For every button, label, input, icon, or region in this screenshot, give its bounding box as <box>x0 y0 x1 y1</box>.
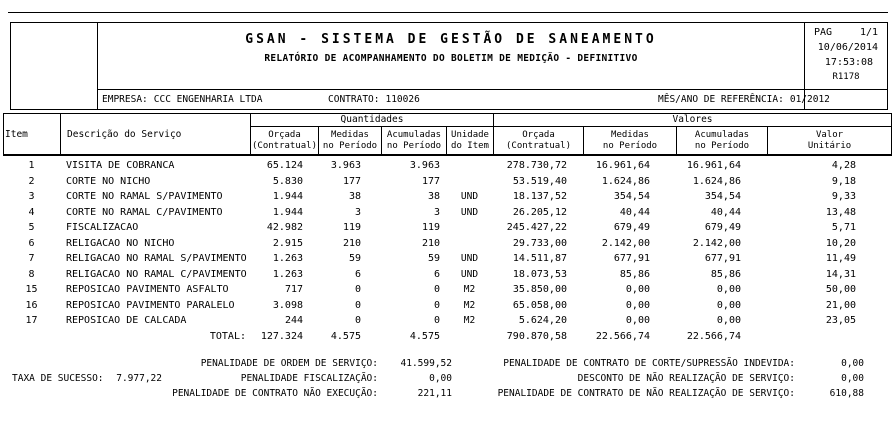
penalty-label: DESCONTO DE NÃO REALIZAÇÃO DE SERVIÇO: <box>577 373 795 384</box>
penalty-value: 0,00 <box>841 358 864 369</box>
cell-qtd-acumuladas: 0 <box>433 284 440 295</box>
cell-qtd-medidas: 0 <box>354 299 361 311</box>
cell-valor-unitario: 14,31 <box>825 268 856 280</box>
cell-val-medidas: 0,00 <box>625 315 650 326</box>
penalty-value: 610,88 <box>829 388 864 399</box>
cell-item: 7 <box>28 253 35 264</box>
cell-unidade: UND <box>460 253 479 264</box>
cell-valor-unitario: 23,05 <box>825 315 856 326</box>
cell-item: 5 <box>28 222 35 233</box>
cell-qtd-acumuladas: 210 <box>421 237 440 249</box>
cell-unidade: UND <box>460 268 479 280</box>
cell-item: 1 <box>28 160 35 171</box>
group-header-valores: Valores <box>494 114 891 127</box>
cell-descricao: FISCALIZACAO <box>66 222 139 233</box>
taxa-de-sucesso <box>12 371 162 386</box>
cell-qtd-medidas: 119 <box>342 222 361 233</box>
report-code: R1178 <box>832 72 860 82</box>
report-title: GSAN - SISTEMA DE GESTÃO DE SANEAMENTO <box>245 32 657 47</box>
cell-descricao: RELIGACAO NO RAMAL C/PAVIMENTO <box>66 268 247 280</box>
cell-val-acumuladas: 1.624,86 <box>692 175 741 187</box>
cell-qtd-orcada: 2.915 <box>272 237 303 249</box>
col-header-qtd-medidas: Medidas no Período <box>319 127 382 154</box>
cell-qtd-orcada: 5.830 <box>272 175 303 187</box>
total-qtd-acumuladas: 4.575 <box>409 330 440 342</box>
group-header-quantidades: Quantidades <box>251 114 494 127</box>
cell-val-acumuladas: 2.142,00 <box>692 237 741 249</box>
penalty-label: PENALIDADE DE ORDEM DE SERVIÇO: <box>200 358 378 369</box>
cell-val-medidas: 0,00 <box>625 299 650 311</box>
penalties-middle <box>160 356 452 401</box>
cell-val-medidas: 16.961,64 <box>595 160 650 171</box>
cell-item: 2 <box>28 175 35 187</box>
cell-val-orcada: 18.073,53 <box>512 268 567 280</box>
cell-qtd-acumuladas: 177 <box>421 175 440 187</box>
penalty-label: PENALIDADE FISCALIZAÇÃO: <box>240 373 378 384</box>
contrato-label: CONTRATO: <box>328 94 380 105</box>
cell-val-medidas: 40,44 <box>619 206 650 218</box>
penalty-line <box>160 356 452 371</box>
penalty-label: PENALIDADE DE CONTRATO DE NÃO REALIZAÇÃO DE SERVIÇO: <box>497 388 795 399</box>
cell-qtd-orcada: 42.982 <box>266 222 303 233</box>
cell-valor-unitario: 50,00 <box>825 284 856 295</box>
cell-item: 4 <box>28 206 35 218</box>
col-header-item: Item <box>4 114 61 154</box>
cell-qtd-orcada: 3.098 <box>272 299 303 311</box>
total-val-orcada: 790.870,58 <box>506 330 567 342</box>
cell-qtd-medidas: 177 <box>342 175 361 187</box>
cell-val-medidas: 85,86 <box>619 268 650 280</box>
cell-qtd-acumuladas: 3 <box>433 206 440 218</box>
cell-item: 3 <box>28 191 35 202</box>
cell-descricao: VISITA DE COBRANCA <box>66 160 175 171</box>
cell-valor-unitario: 5,71 <box>831 222 856 233</box>
cell-val-orcada: 26.205,12 <box>512 206 567 218</box>
total-qtd-medidas: 4.575 <box>330 330 361 342</box>
cell-unidade: UND <box>460 191 479 202</box>
cell-descricao: RELIGACAO NO NICHO <box>66 237 175 249</box>
cell-item: 17 <box>25 315 38 326</box>
penalty-line <box>490 386 864 401</box>
cell-valor-unitario: 10,20 <box>825 237 856 249</box>
cell-val-medidas: 1.624,86 <box>601 175 650 187</box>
cell-descricao: RELIGACAO NO RAMAL S/PAVIMENTO <box>66 253 247 264</box>
cell-qtd-acumuladas: 0 <box>433 299 440 311</box>
cell-item: 16 <box>25 299 38 311</box>
cell-val-acumuladas: 85,86 <box>710 268 741 280</box>
pag-value: 1/1 <box>859 27 878 38</box>
col-header-descricao: Descrição do Serviço <box>61 114 251 154</box>
cell-unidade: UND <box>460 206 479 218</box>
cell-val-acumuladas: 354,54 <box>704 191 741 202</box>
penalty-line <box>160 386 452 401</box>
penalty-line <box>160 371 452 386</box>
col-header-qtd-acumuladas: Acumuladas no Período <box>382 127 447 154</box>
cell-val-orcada: 245.427,22 <box>506 222 567 233</box>
cell-qtd-orcada: 65.124 <box>266 160 303 171</box>
cell-valor-unitario: 21,00 <box>825 299 856 311</box>
cell-qtd-orcada: 1.944 <box>272 206 303 218</box>
cell-qtd-acumuladas: 3.963 <box>409 160 440 171</box>
col-header-val-medidas: Medidas no Período <box>584 127 677 154</box>
penalty-value: 221,11 <box>417 388 452 399</box>
cell-val-acumuladas: 0,00 <box>716 299 741 311</box>
referencia-value: 01/2012 <box>789 94 830 105</box>
cell-qtd-medidas: 3.963 <box>330 160 361 171</box>
taxa-label: TAXA DE SUCESSO: <box>12 373 104 384</box>
cell-qtd-acumuladas: 6 <box>433 268 440 280</box>
pag-label: PAG <box>814 27 833 38</box>
cell-val-acumuladas: 0,00 <box>716 315 741 326</box>
cell-val-orcada: 14.511,87 <box>512 253 567 264</box>
cell-qtd-medidas: 210 <box>342 237 361 249</box>
cell-qtd-orcada: 244 <box>284 315 303 326</box>
cell-unidade: M2 <box>463 315 476 326</box>
cell-val-orcada: 278.730,72 <box>506 160 567 171</box>
total-val-medidas: 22.566,74 <box>595 330 650 342</box>
cell-val-medidas: 677,91 <box>613 253 650 264</box>
report-subtitle: RELATÓRIO DE ACOMPANHAMENTO DO BOLETIM DE MEDIÇÃO - DEFINITIVO <box>264 53 638 64</box>
cell-qtd-medidas: 6 <box>354 268 361 280</box>
total-val-acumuladas: 22.566,74 <box>686 330 741 342</box>
cell-val-acumuladas: 0,00 <box>716 284 741 295</box>
cell-valor-unitario: 11,49 <box>825 253 856 264</box>
cell-val-orcada: 53.519,40 <box>512 175 567 187</box>
cell-val-medidas: 679,49 <box>613 222 650 233</box>
cell-unidade: M2 <box>463 284 476 295</box>
cell-qtd-medidas: 0 <box>354 284 361 295</box>
cell-descricao: REPOSICAO DE CALCADA <box>66 315 187 326</box>
cell-val-medidas: 0,00 <box>625 284 650 295</box>
col-header-unidade: Unidade do Item <box>447 127 494 154</box>
cell-qtd-acumuladas: 119 <box>421 222 440 233</box>
cell-qtd-acumuladas: 0 <box>433 315 440 326</box>
cell-qtd-orcada: 1.944 <box>272 191 303 202</box>
cell-valor-unitario: 4,28 <box>831 160 856 171</box>
cell-qtd-medidas: 38 <box>348 191 361 202</box>
cell-qtd-orcada: 717 <box>284 284 303 295</box>
cell-qtd-medidas: 59 <box>348 253 361 264</box>
cell-item: 8 <box>28 268 35 280</box>
referencia-label: MÊS/ANO DE REFERÊNCIA: <box>658 94 784 105</box>
cell-val-medidas: 354,54 <box>613 191 650 202</box>
penalty-line <box>490 356 864 371</box>
cell-descricao: CORTE NO RAMAL C/PAVIMENTO <box>66 206 223 218</box>
cell-item: 15 <box>25 284 38 295</box>
cell-qtd-acumuladas: 38 <box>427 191 440 202</box>
report-date: 10/06/2014 <box>817 42 878 53</box>
cell-item: 6 <box>28 237 35 249</box>
cell-val-acumuladas: 16.961,64 <box>686 160 741 171</box>
cell-val-orcada: 35.850,00 <box>512 284 567 295</box>
penalty-value: 0,00 <box>429 373 452 384</box>
cell-qtd-medidas: 3 <box>354 206 361 218</box>
penalty-line <box>490 371 864 386</box>
cell-val-orcada: 29.733,00 <box>512 237 567 249</box>
cell-qtd-medidas: 0 <box>354 315 361 326</box>
penalty-value: 0,00 <box>841 373 864 384</box>
cell-val-orcada: 18.137,52 <box>512 191 567 202</box>
empresa-label: EMPRESA: <box>102 94 148 105</box>
total-qtd-orcada: 127.324 <box>260 330 303 342</box>
cell-val-orcada: 65.058,00 <box>512 299 567 311</box>
cell-unidade: M2 <box>463 299 476 311</box>
cell-descricao: CORTE NO NICHO <box>66 175 151 187</box>
col-header-valor-unitario: Valor Unitário <box>807 129 852 151</box>
cell-valor-unitario: 9,18 <box>831 175 856 187</box>
cell-valor-unitario: 13,48 <box>825 206 856 218</box>
cell-descricao: REPOSICAO PAVIMENTO ASFALTO <box>66 284 229 295</box>
empresa-value: CCC ENGENHARIA LTDA <box>153 94 263 105</box>
total-label: TOTAL: <box>209 330 246 342</box>
taxa-value: 7.977,22 <box>116 373 162 384</box>
cell-valor-unitario: 9,33 <box>831 191 856 202</box>
cell-val-acumuladas: 679,49 <box>704 222 741 233</box>
penalty-label: PENALIDADE DE CONTRATO DE CORTE/SUPRESSÃO INDEVIDA: <box>503 358 795 369</box>
report-time: 17:53:08 <box>824 57 874 68</box>
penalty-value: 41.599,52 <box>400 358 452 369</box>
contrato-value: 110026 <box>385 94 420 105</box>
cell-val-medidas: 2.142,00 <box>601 237 650 249</box>
col-header-val-acumuladas: Acumuladas no Período <box>677 127 768 154</box>
cell-val-orcada: 5.624,20 <box>518 315 567 326</box>
cell-qtd-orcada: 1.263 <box>272 253 303 264</box>
cell-descricao: CORTE NO RAMAL S/PAVIMENTO <box>66 191 223 202</box>
cell-val-acumuladas: 40,44 <box>710 206 741 218</box>
penalties-right <box>490 356 864 401</box>
col-header-val-orcada: Orçada (Contratual) <box>494 127 584 154</box>
cell-val-acumuladas: 677,91 <box>704 253 741 264</box>
cell-descricao: REPOSICAO PAVIMENTO PARALELO <box>66 299 235 311</box>
penalty-label: PENALIDADE DE CONTRATO NÃO EXECUÇÃO: <box>172 388 378 399</box>
col-header-qtd-orcada: Orçada (Contratual) <box>251 127 319 154</box>
cell-qtd-orcada: 1.263 <box>272 268 303 280</box>
cell-qtd-acumuladas: 59 <box>427 253 440 264</box>
